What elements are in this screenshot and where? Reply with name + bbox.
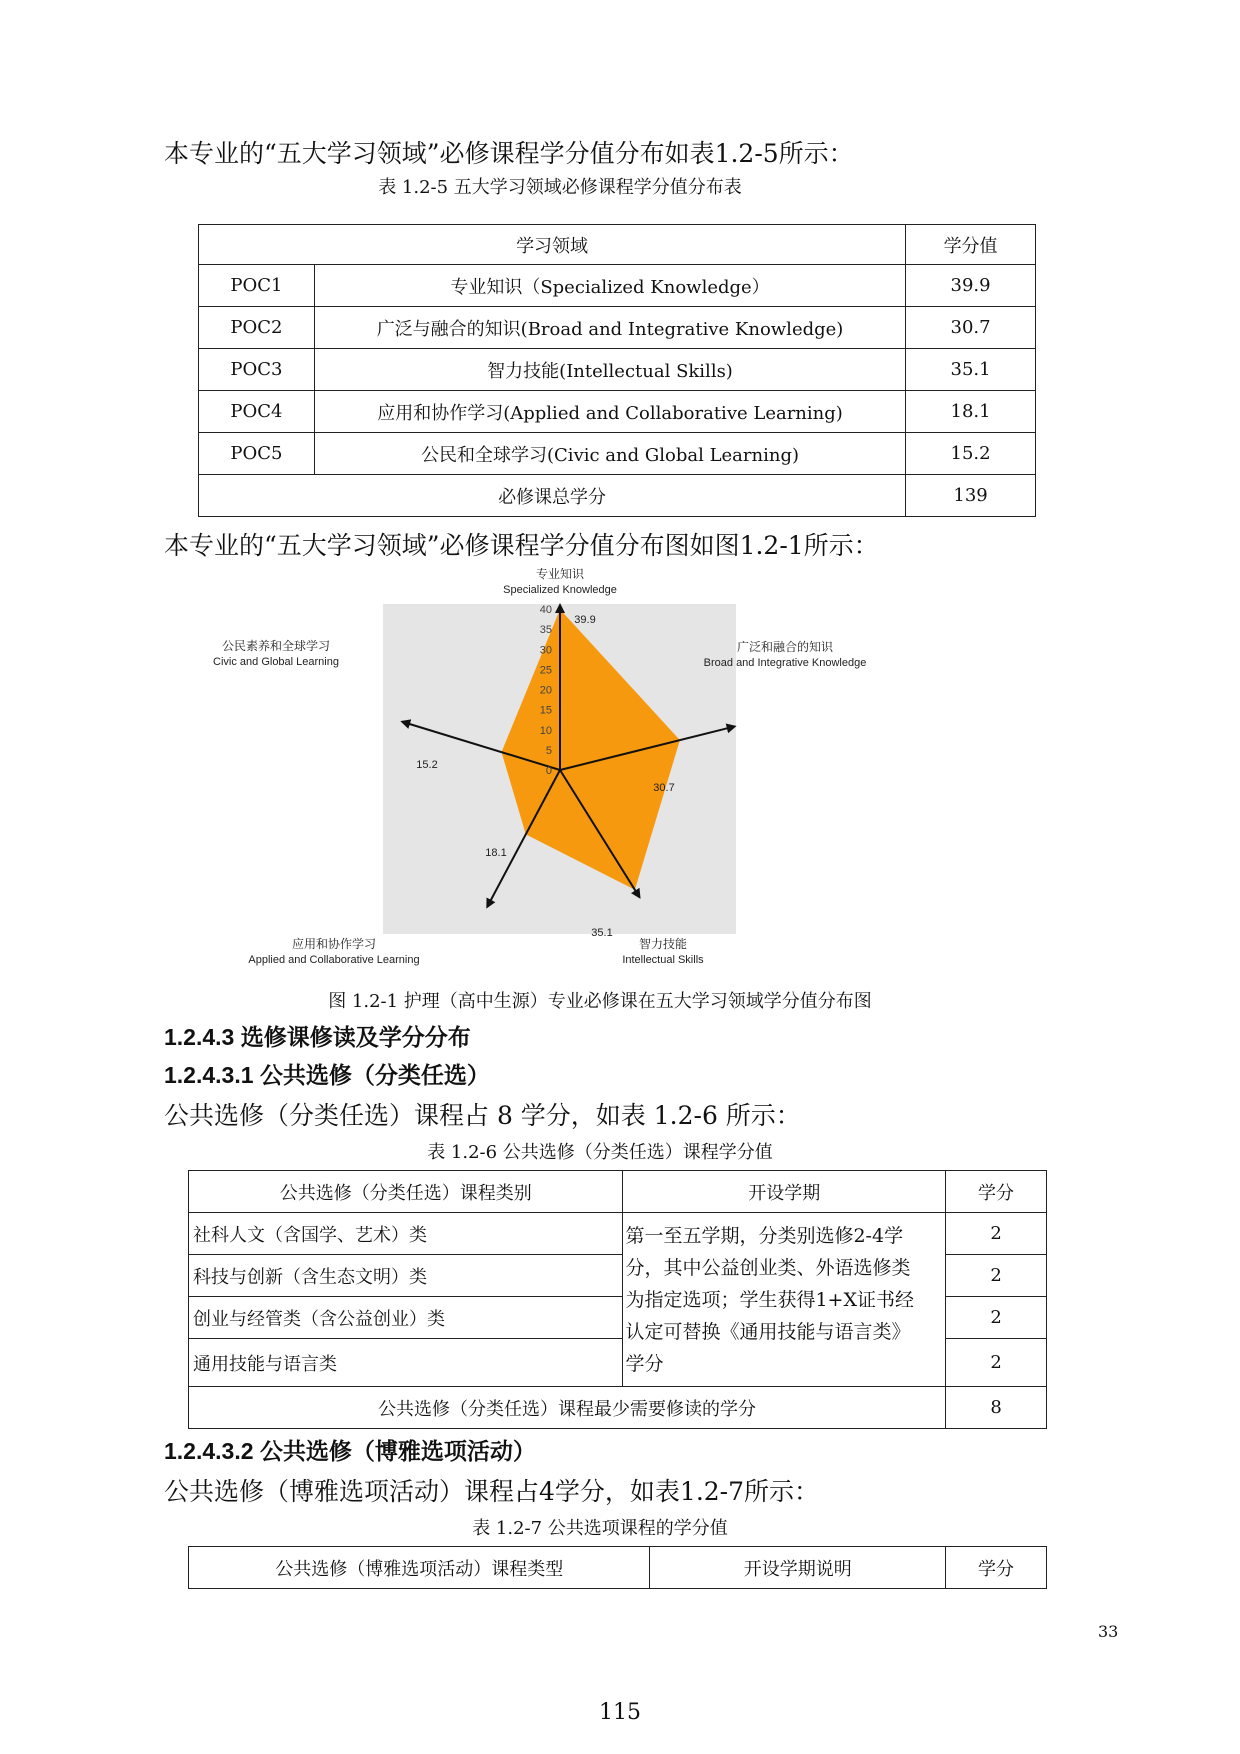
row-credit: 2: [946, 1255, 1047, 1297]
table-1-2-5-caption: 表 1.2-5 五大学习领域必修课程学分值分布表: [378, 177, 742, 198]
table-row: [199, 391, 1036, 433]
row-code: POC4: [199, 391, 315, 433]
heading-1-2-4-3: 1.2.4.3 选修课修读及学分分布: [164, 1024, 471, 1050]
semester-note: [623, 1213, 946, 1387]
row-credit: 39.9: [906, 265, 1036, 307]
row-credit: 2: [946, 1339, 1047, 1387]
tick-label: 20: [539, 684, 552, 697]
figure-caption: 图 1.2-1 护理（高中生源）专业必修课在五大学习领域学分值分布图: [328, 991, 872, 1012]
header-semester: 开设学期: [623, 1171, 946, 1213]
semester-note-line: 学分: [625, 1352, 664, 1375]
total-label: 必修课总学分: [199, 475, 906, 517]
header-credit: 学分值: [906, 225, 1036, 265]
axis-name-en: Civic and Global Learning: [213, 656, 339, 668]
axis-name-en: Applied and Collaborative Learning: [248, 954, 420, 966]
page-number-small: 33: [1098, 1622, 1119, 1641]
radar-chart: [200, 568, 1000, 968]
table-1-2-6: [188, 1170, 1047, 1429]
axis-name-cn: 公民素养和全球学习: [221, 639, 331, 653]
semester-note-line: 第一至五学期，分类别选修2-4学: [625, 1224, 904, 1247]
row-category: 社科人文（含国学、艺术）类: [189, 1213, 623, 1255]
total-row: [189, 1387, 1047, 1429]
total-label: 公共选修（分类任选）课程最少需要修读的学分: [189, 1387, 946, 1429]
data-label: 18.1: [485, 847, 507, 859]
row-area: 应用和协作学习(Applied and Collaborative Learning): [314, 391, 905, 433]
data-label: 39.9: [574, 614, 596, 626]
row-area: 公民和全球学习(Civic and Global Learning): [314, 433, 905, 475]
axis-name-cn: 智力技能: [638, 937, 688, 951]
intro-paragraph-2: 本专业的“五大学习领域”必修课程学分值分布图如图1.2-1所示：: [164, 531, 879, 560]
row-category: 创业与经管类（含公益创业）类: [189, 1297, 623, 1339]
table-1-2-6-caption: 表 1.2-6 公共选修（分类任选）课程学分值: [427, 1142, 773, 1163]
total-row: [199, 475, 1036, 517]
row-code: POC3: [199, 349, 315, 391]
row-area: 广泛与融合的知识(Broad and Integrative Knowledge): [314, 307, 905, 349]
tick-label: 30: [539, 644, 552, 657]
header-semester-note: 开设学期说明: [650, 1547, 946, 1589]
row-credit: 35.1: [906, 349, 1036, 391]
table-row: [189, 1213, 1047, 1255]
radar-chart-svg: [200, 568, 1000, 968]
total-value: 139: [906, 475, 1036, 517]
header-course-type: 公共选修（博雅选项活动）课程类型: [189, 1547, 650, 1589]
heading-1-2-4-3-2: 1.2.4.3.2 公共选修（博雅选项活动）: [164, 1438, 536, 1464]
axis-name-en: Broad and Integrative Knowledge: [703, 657, 867, 669]
row-code: POC2: [199, 307, 315, 349]
tick-label: 10: [539, 724, 552, 737]
table-1-2-7: [188, 1546, 1047, 1589]
header-credit: 学分: [946, 1171, 1047, 1213]
table-1-2-5: [198, 224, 1036, 517]
tick-label: 15: [539, 704, 552, 717]
header-credit: 学分: [946, 1547, 1047, 1589]
heading-1-2-4-3-1: 1.2.4.3.1 公共选修（分类任选）: [164, 1062, 490, 1088]
row-credit: 2: [946, 1297, 1047, 1339]
row-area: 专业知识（Specialized Knowledge）: [314, 265, 905, 307]
header-category: 公共选修（分类任选）课程类别: [189, 1171, 623, 1213]
data-label: 30.7: [653, 782, 675, 794]
intro-paragraph-4: 公共选修（博雅选项活动）课程占4学分，如表1.2-7所示：: [164, 1477, 820, 1506]
axis-name-cn: 应用和协作学习: [291, 937, 377, 951]
axis-name-en: Intellectual Skills: [622, 954, 704, 966]
tick-label: 5: [545, 744, 552, 757]
tick-label: 25: [539, 664, 552, 677]
table-1-2-7-caption: 表 1.2-7 公共选项课程的学分值: [472, 1518, 728, 1539]
intro-paragraph-1: 本专业的“五大学习领域”必修课程学分值分布如表1.2-5所示：: [164, 139, 854, 168]
intro-paragraph-3: 公共选修（分类任选）课程占 8 学分，如表 1.2-6 所示：: [164, 1101, 801, 1130]
tick-label: 35: [539, 624, 552, 637]
axis-name-en: Specialized Knowledge: [503, 584, 617, 596]
axis-name-cn: 广泛和融合的知识: [736, 640, 834, 654]
table-row: [199, 307, 1036, 349]
row-category: 科技与创新（含生态文明）类: [189, 1255, 623, 1297]
tick-label: 0: [545, 765, 552, 777]
tick-label: 40: [539, 604, 552, 616]
row-credit: 2: [946, 1213, 1047, 1255]
table-row: [199, 433, 1036, 475]
table-row: [199, 265, 1036, 307]
axis-name-cn: 专业知识: [535, 568, 585, 581]
table-row: [199, 349, 1036, 391]
row-area: 智力技能(Intellectual Skills): [314, 349, 905, 391]
semester-note-line: 认定可替换《通用技能与语言类》: [625, 1320, 911, 1343]
data-label: 35.1: [591, 927, 613, 939]
semester-note-line: 分，其中公益创业类、外语选修类: [625, 1256, 911, 1279]
header-learning-area: 学习领域: [199, 225, 906, 265]
row-credit: 15.2: [906, 433, 1036, 475]
total-value: 8: [946, 1387, 1047, 1429]
page-number-main: 115: [599, 1700, 641, 1725]
row-category: 通用技能与语言类: [189, 1339, 623, 1387]
row-credit: 18.1: [906, 391, 1036, 433]
data-label: 15.2: [416, 759, 438, 771]
semester-note-line: 为指定选项；学生获得1+X证书经: [625, 1288, 915, 1311]
row-code: POC5: [199, 433, 315, 475]
row-credit: 30.7: [906, 307, 1036, 349]
row-code: POC1: [199, 265, 315, 307]
